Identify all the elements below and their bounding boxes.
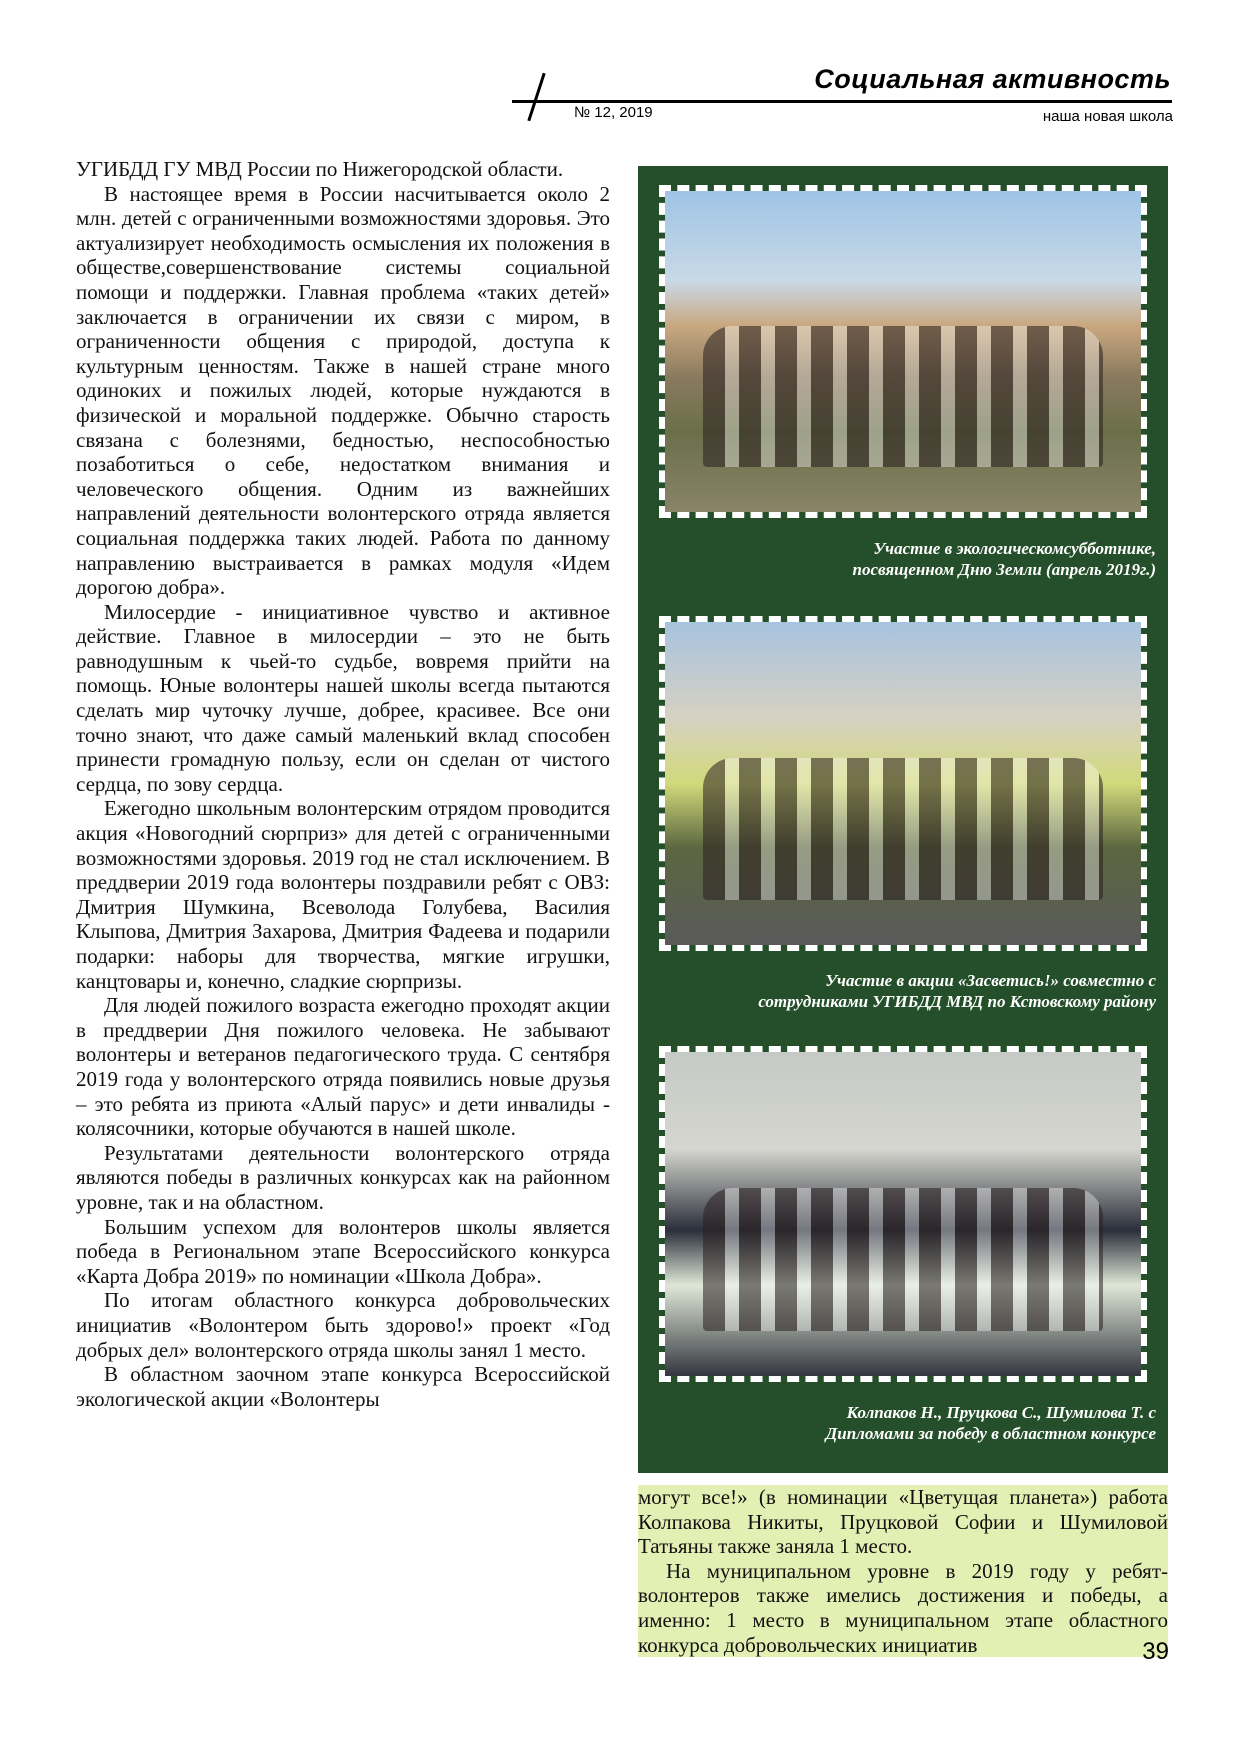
paragraph: УГИБДД ГУ МВД России по Нижегородской области. (76, 157, 564, 181)
people-group-icon (703, 326, 1103, 467)
photo-caption (648, 970, 1156, 1012)
people-group-icon (703, 1188, 1103, 1331)
article-right-column (638, 1485, 1168, 1657)
paragraph: Большим успехом для волонтеров школы является победа в Региональном этапе Всероссийского конкурса «Карта Добра 2019» по номинации «Школа Добра». (76, 1214, 610, 1288)
eco-subbotnik-photo (659, 185, 1147, 518)
paragraph: В областном заочном этапе конкурса Всероссийской экологической акции «Волонтеры (76, 1362, 610, 1411)
paragraph: Результатами деятельности волонтерского отряда являются победы в различных конкурсах как на районном уровне, так и на областном. (76, 1140, 610, 1214)
page-number: 39 (1142, 1638, 1169, 1665)
issue-number: № 12, 2019 (574, 104, 653, 121)
paragraph: В настоящее время в России насчитывается около 2 млн. детей с ограниченными возможностями здоровья. Это актуализирует необходимость осмысления их положения в обществе,совершенствование системы социальной помощи и поддержки. Главная проблема «таких детей» заключается в ограничении их связи с миром, в ограниченности общения с природой, доступа к культурным ценностям. Также в нашей стране много одиноких и пожилых людей, которые нуждаются в физической и моральной поддержке. Обычно старость связана с болезнями, бедностью, неспособностью позаботиться о себе, недостатком внимания и человеческого общения. Одним из важнейших направлений деятельности волонтерского отряда является социальная поддержка таких людей. Работа по данному направлению выстраивается в рамках модуля «Идем дорогою добра». (76, 181, 610, 600)
people-group-icon (703, 758, 1103, 900)
photo-caption (648, 1402, 1156, 1444)
header-rule (512, 100, 1172, 103)
paragraph: могут все!» (в номинации «Цветущая планета») работа Колпакова Никиты, Пруцковой Софии и Шумиловой Татьяны также заняла 1 место. (638, 1485, 1168, 1559)
section-title: Социальная активность (814, 64, 1171, 94)
caption-line: Дипломами за победу в областном конкурсе (825, 1424, 1156, 1443)
caption-line: Участие в экологическомсубботнике, (873, 539, 1156, 558)
paragraph: Милосердие - инициативное чувство и активное действие. Главное в милосердии – это не быть равнодушным к чьей-то судьбе, вовремя прийти на помощь. Юные волонтеры нашей школы всегда пытаются сделать мир чуточку лучше, добрее, красивее. Все они точно знают, что даже самый маленький вклад способен принести громадную пользу, если он сделан от чистого сердца, по зову сердца. (76, 599, 610, 796)
paragraph: Для людей пожилого возраста ежегодно проходят акции в преддверии Дня пожилого человека. Не забывают волонтеры и ветеранов педагогического труда. С сентября 2019 года у волонтерского отряда появились новые друзья – это ребята из приюта «Алый парус» и дети инвалиды - колясочники, которые обучаются в нашей школе. (76, 993, 610, 1141)
paragraph: Ежегодно школьным волонтерским отрядом проводится акция «Новогодний сюрприз» для детей с ограниченными возможностями здоровья. 2019 год не стал исключением. В преддверии 2019 года волонтеры поздравили ребят с ОВЗ: Дмитрия Шумкина, Всеволода Голубева, Василия Клыпова, Дмитрия Захарова, Дмитрия Фадеева и подарили подарки: наборы для творчества, мягкие игрушки, канцтовары и, конечно, сладкие сюрпризы. (76, 796, 610, 993)
caption-line: Участие в акции «Засветись!» совместно с (825, 971, 1156, 990)
caption-line: сотрудниками УГИБДД МВД по Кстовскому району (758, 992, 1156, 1011)
diplomas-photo (659, 1046, 1147, 1382)
paragraph: По итогам областного конкурса добровольческих инициатив «Волонтером быть здорово!» проект «Год добрых дел» волонтерского отряда школы занял 1 место. (76, 1288, 610, 1362)
header-slash-decoration (527, 73, 545, 121)
photo-panel (638, 166, 1168, 1473)
zasvetis-photo (659, 616, 1147, 951)
paragraph: На муниципальном уровне в 2019 году у ребят-волонтеров также имелись достижения и победы, а именно: 1 место в муниципальном этапе областного конкурса добровольческих инициатив (638, 1558, 1168, 1657)
publication-name: наша новая школа (1042, 108, 1173, 125)
article-left-column (76, 157, 610, 1411)
caption-line: Колпаков Н., Пруцкова С., Шумилова Т. с (846, 1403, 1156, 1422)
photo-caption (648, 538, 1156, 580)
caption-line: посвященном Дню Земли (апрель 2019г.) (852, 560, 1156, 579)
